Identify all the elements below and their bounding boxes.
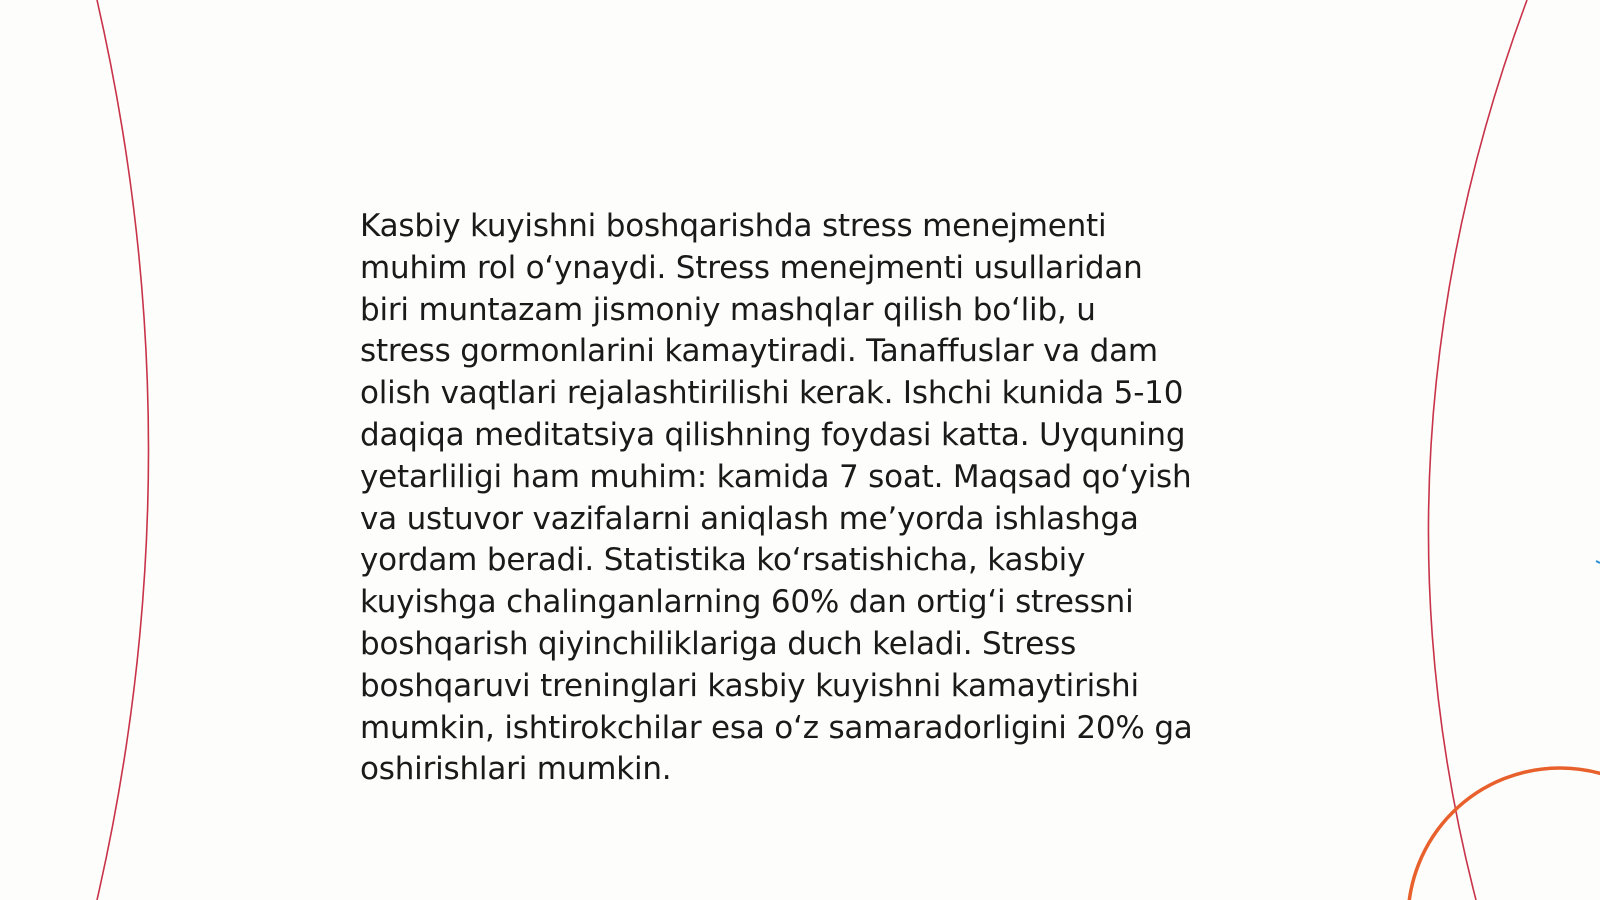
orange-accent-arc bbox=[1408, 768, 1600, 900]
left-curve-line bbox=[97, 0, 149, 900]
blue-accent-tick bbox=[1596, 561, 1600, 563]
slide-body-text: Kasbiy kuyishni boshqarishda stress menejmenti muhim rol o‘ynaydi. Stress menejmenti usullaridan biri muntazam jismoniy mashqlar qilish bo‘lib, u stress gormonlarini kamaytiradi. Tanaffuslar va dam olish vaqtlari rejalashtirilishi kerak. Ishchi kunida 5-10 daqiqa meditatsiya qilishning foydasi katta. Uyquning yetarliligi ham muhim: kamida 7 soat. Maqsad qo‘yish va ustuvor vazifalarni aniqlash me’yorda ishlashga yordam beradi. Statistika ko‘rsatishicha, kasbiy kuyishga chalinganlarning 60% dan ortig‘i stressni boshqarish qiyinchiliklariga duch keladi. Stress boshqaruvi treninglari kasbiy kuyishni kamaytirishi mumkin, ishtirokchilar esa o‘z samaradorligini 20% ga oshirishlari mumkin. bbox=[360, 208, 1193, 788]
right-curve-line bbox=[1428, 0, 1527, 900]
